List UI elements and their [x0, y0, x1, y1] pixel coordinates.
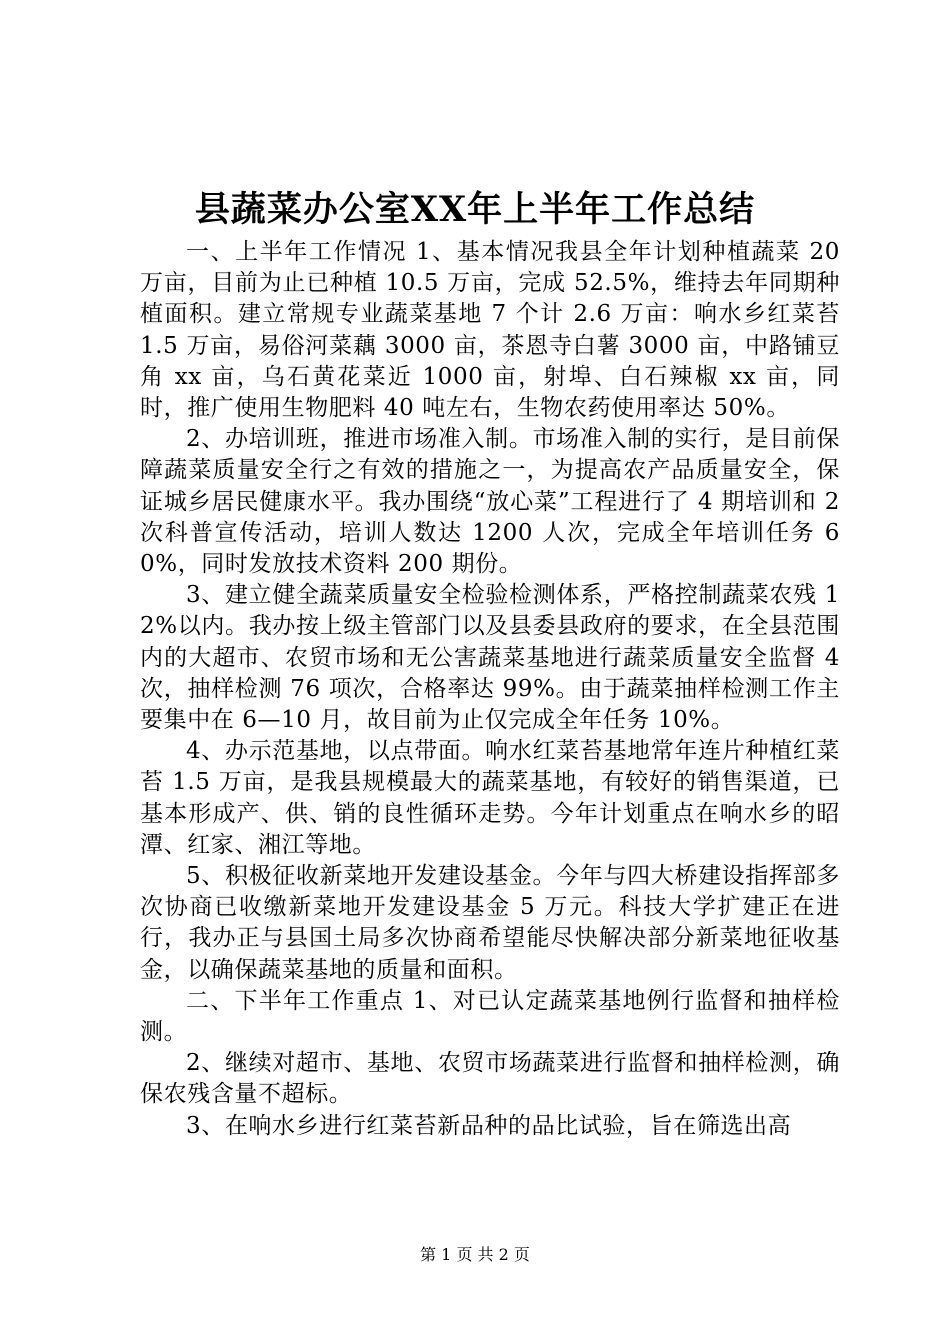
paragraph-2: 2、办培训班，推进市场准入制。市场准入制的实行，是目前保障蔬菜质量安全行之有效的措施之一，为提高农产品质量安全，保证城乡居民健康水平。我办围绕“放心菜”工程进行了 4 期培训和 2 次科普宣传活动，培训人数达 1200 人次，完成全年培训任务 60%，同时发放技术资料 200 期份。: [140, 426, 840, 578]
page-footer: 第 1 页 共 2 页: [420, 1245, 530, 1264]
document-title: 县蔬菜办公室XX年上半年工作总结: [194, 189, 756, 230]
paragraph-1: 一、上半年工作情况 1、基本情况我县全年计划种植蔬菜 20 万亩，目前为止已种植 10.5 万亩，完成 52.5%，维持去年同期种植面积。建立常规专业蔬菜基地 7 个计 2.6 万亩：响水乡红菜苔 1.5 万亩，易俗河菜藕 3000 亩，茶恩寺白薯 3000 亩，中路铺豆角 xx 亩，乌石黄花菜近 1000 亩，射埠、白石辣椒 xx 亩，同时，推广使用生物肥料 40 吨左右，生物农药使用率达 50%。: [140, 239, 840, 422]
paragraph-5: 5、积极征收新菜地开发建设基金。今年与四大桥建设指挥部多次协商已收缴新菜地开发建设基金 5 万元。科技大学扩建正在进行，我办正与县国土局多次协商希望能尽快解决部分新菜地征收基金，以确保蔬菜基地的质量和面积。: [140, 863, 840, 983]
paragraph-4: 4、办示范基地，以点带面。响水红菜苔基地常年连片种植红菜苔 1.5 万亩，是我县规模最大的蔬菜基地，有较好的销售渠道，已基本形成产、供、销的良性循环走势。今年计划重点在响水乡的昭潭、红家、湘江等地。: [140, 738, 840, 858]
paragraph-6: 二、下半年工作重点 1、对已认定蔬菜基地例行监督和抽样检测。: [140, 987, 840, 1046]
document-body: [140, 237, 840, 1142]
paragraph-7: 2、继续对超市、基地、农贸市场蔬菜进行监督和抽样检测，确保农残含量不超标。: [140, 1050, 840, 1108]
paragraph-8: 3、在响水乡进行红菜苔新品种的品比试验，旨在筛选出高: [186, 1112, 792, 1139]
paragraph-3: 3、建立健全蔬菜质量安全检验检测体系，严格控制蔬菜农残 12%以内。我办按上级主管部门以及县委县政府的要求，在全县范围内的大超市、农贸市场和无公害蔬菜基地进行蔬菜质量安全监督 4 次，抽样检测 76 项次，合格率达 99%。由于蔬菜抽样检测工作主要集中在 6—10 月，故目前为止仅完成全年任务 10%。: [140, 582, 840, 734]
